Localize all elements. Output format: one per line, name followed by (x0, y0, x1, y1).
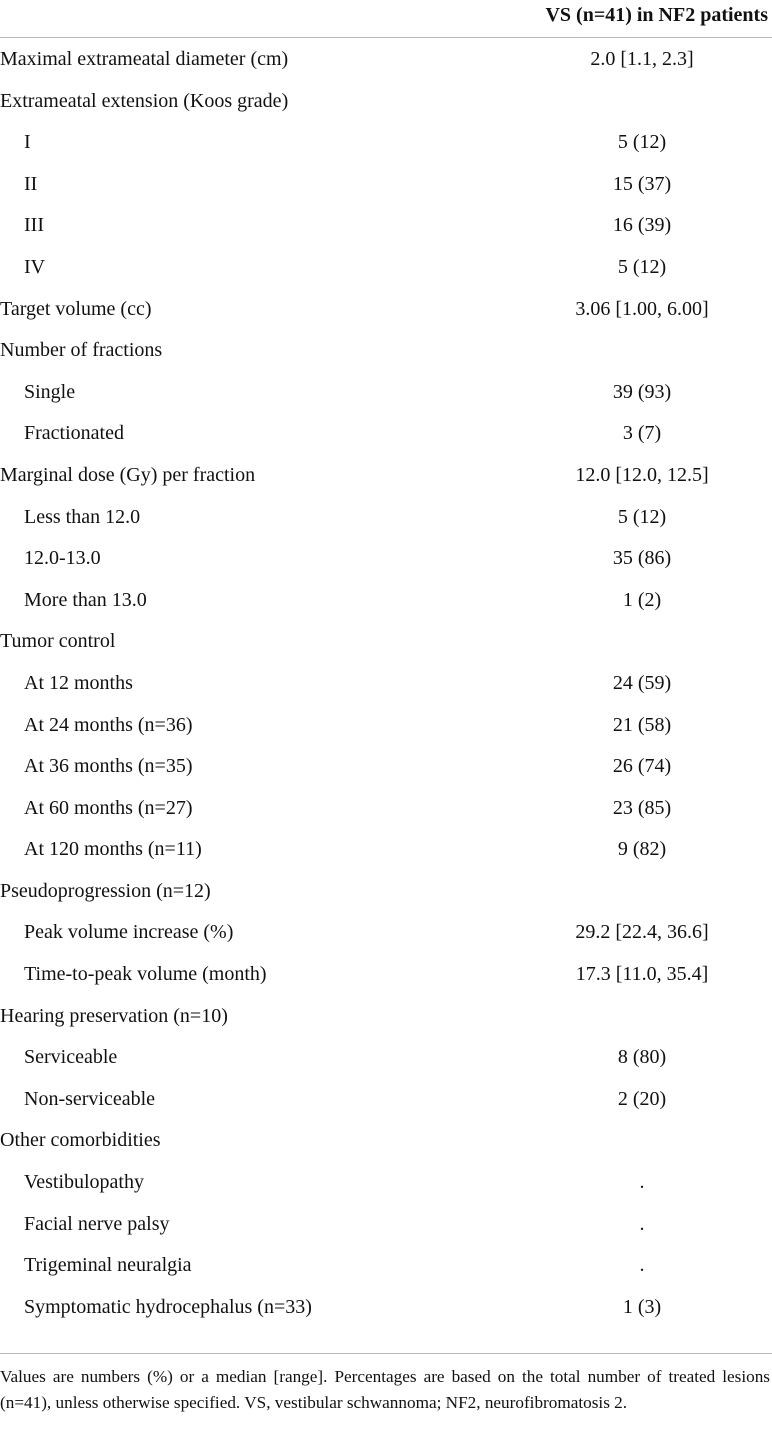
table-row (0, 830, 772, 872)
row-label: At 60 months (n=27) (24, 796, 193, 819)
row-label: Peak volume increase (%) (24, 921, 234, 944)
row-value: 5 (12) (617, 505, 667, 528)
row-label: Less than 12.0 (24, 505, 141, 528)
row-label: III (24, 214, 44, 237)
table-footnote: Values are numbers (%) or a median [range]. Percentages are based on the total number of treated lesions (n=41), unless otherwise specified. VS, vestibular schwannoma; NF2, neurofibromatosis 2. (0, 1367, 770, 1412)
row-label: Pseudoprogression (n=12) (0, 879, 211, 902)
column-header: VS (n=41) in NF2 patients (545, 4, 768, 26)
row-label: IV (24, 255, 46, 278)
table-row (0, 290, 772, 332)
row-value: 12.0 [12.0, 12.5] (575, 463, 709, 486)
table-row (0, 1038, 772, 1080)
row-value: 8 (80) (617, 1046, 667, 1069)
row-label: Number of fractions (0, 339, 163, 362)
table-body (0, 38, 772, 1329)
table-row (0, 414, 772, 456)
table-row (0, 1246, 772, 1288)
row-label: I (24, 131, 31, 154)
row-label: Fractionated (24, 422, 124, 445)
row-label: Single (24, 380, 76, 403)
row-label: At 36 months (n=35) (24, 755, 193, 778)
row-value: 2 (20) (617, 1087, 667, 1110)
table-row (0, 1080, 772, 1122)
row-value: 3.06 [1.00, 6.00] (575, 297, 709, 320)
table-header (0, 0, 772, 38)
row-label: Marginal dose (Gy) per fraction (0, 463, 256, 486)
row-label: Non-serviceable (24, 1087, 156, 1110)
table-row (0, 165, 772, 207)
table-row (0, 581, 772, 623)
row-label: At 12 months (24, 671, 133, 694)
row-label: Hearing preservation (n=10) (0, 1004, 228, 1027)
row-label: Time-to-peak volume (month) (24, 963, 267, 986)
table-row (0, 373, 772, 415)
row-value: 17.3 [11.0, 35.4] (575, 963, 709, 986)
row-value: 23 (85) (612, 796, 672, 819)
table-row (0, 82, 772, 124)
row-value: 1 (2) (622, 588, 662, 611)
table-row (0, 1205, 772, 1247)
table-row (0, 498, 772, 540)
table-row (0, 40, 772, 82)
row-label: Facial nerve palsy (24, 1212, 170, 1235)
table-row (0, 706, 772, 748)
row-value: 1 (3) (622, 1295, 662, 1318)
row-value: 16 (39) (612, 214, 672, 237)
row-label: Trigeminal neuralgia (24, 1254, 192, 1277)
table-row (0, 622, 772, 664)
table-row (0, 664, 772, 706)
row-label: Tumor control (0, 630, 116, 653)
table-row (0, 1163, 772, 1205)
table-row (0, 1121, 772, 1163)
row-label: At 120 months (n=11) (24, 838, 202, 861)
row-value: 2.0 [1.1, 2.3] (590, 48, 694, 70)
row-label: Serviceable (24, 1046, 118, 1069)
row-value: 5 (12) (617, 255, 667, 278)
row-value: 5 (12) (617, 131, 667, 154)
table-row (0, 997, 772, 1039)
row-value: 21 (58) (612, 713, 672, 736)
table-row (0, 747, 772, 789)
row-label: 12.0-13.0 (24, 547, 101, 570)
row-value: 35 (86) (612, 547, 672, 570)
row-value: . (639, 1171, 645, 1194)
row-label: Symptomatic hydrocephalus (n=33) (24, 1295, 312, 1318)
row-label: Extrameatal extension (Koos grade) (0, 89, 289, 112)
row-value: 15 (37) (612, 172, 672, 195)
row-label: More than 13.0 (24, 588, 147, 611)
table-row (0, 331, 772, 373)
table-row (0, 1288, 772, 1330)
table-row (0, 955, 772, 997)
table-row (0, 248, 772, 290)
row-value: 24 (59) (612, 671, 672, 694)
table-row (0, 206, 772, 248)
row-label: At 24 months (n=36) (24, 713, 193, 736)
table-row (0, 123, 772, 165)
row-value: 26 (74) (612, 755, 672, 778)
row-value: 29.2 [22.4, 36.6] (575, 921, 709, 944)
row-label: II (24, 172, 38, 195)
table-row (0, 456, 772, 498)
row-label: Vestibulopathy (24, 1171, 144, 1194)
row-value: . (639, 1254, 645, 1277)
row-value: 39 (93) (612, 380, 672, 403)
table-row (0, 789, 772, 831)
row-label: Target volume (cc) (0, 297, 152, 320)
row-value: 3 (7) (622, 422, 662, 445)
table-row (0, 872, 772, 914)
row-label: Other comorbidities (0, 1129, 161, 1152)
row-value: . (639, 1212, 645, 1235)
table-bottom-rule (0, 1353, 772, 1354)
row-label: Maximal extrameatal diameter (cm) (0, 48, 289, 70)
row-value: 9 (82) (617, 838, 667, 861)
table-row (0, 539, 772, 581)
table-row (0, 913, 772, 955)
